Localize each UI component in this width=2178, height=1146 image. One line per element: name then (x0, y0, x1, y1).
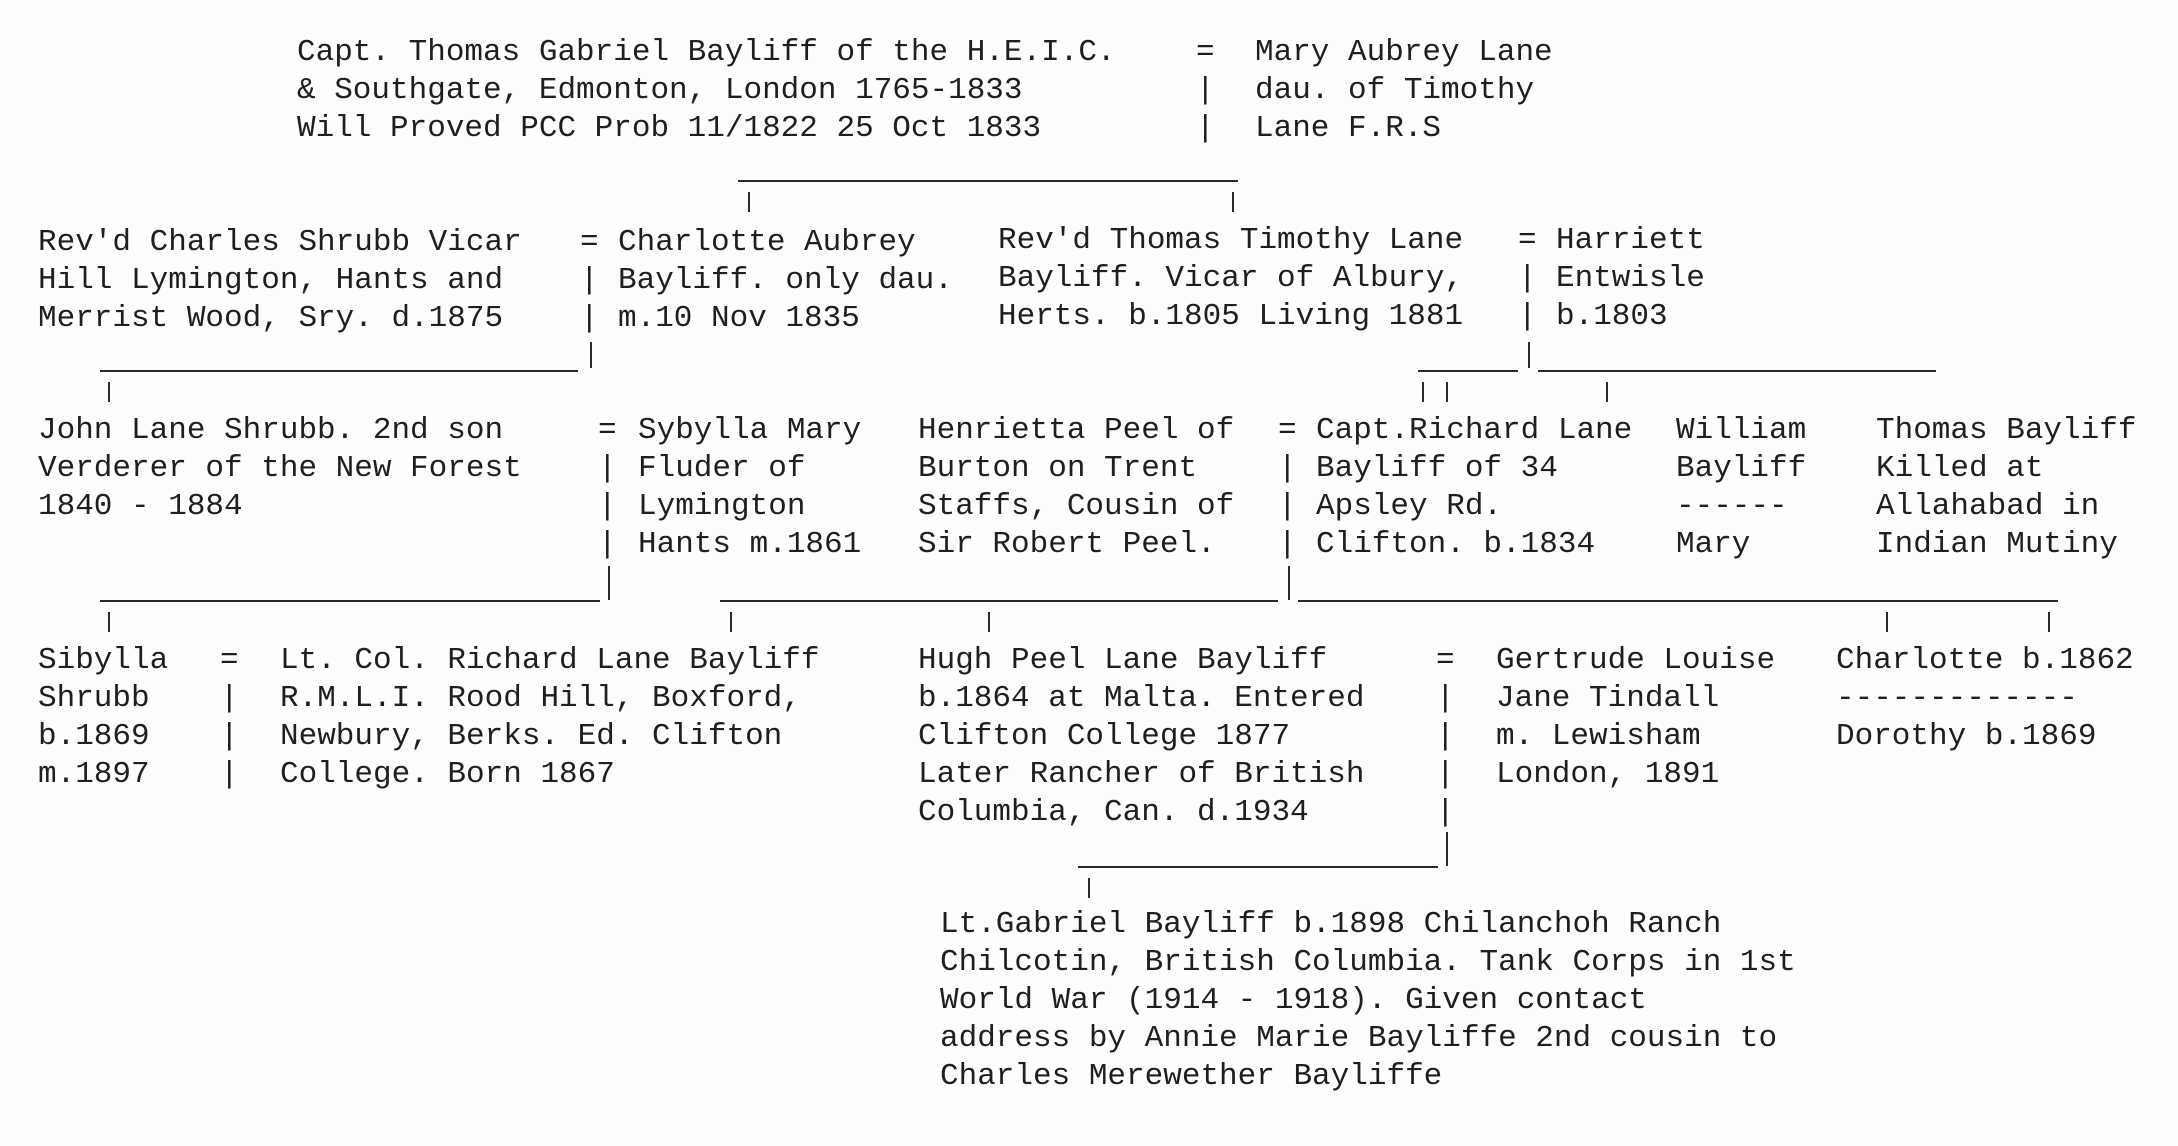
descent-line-thomas-timothy (1232, 192, 1234, 212)
person-william-bayliff: William Bayliff ------ Mary (1676, 413, 1807, 562)
descent-line-hugh-children (1078, 866, 1438, 868)
sibling-line-gen2 (738, 180, 1238, 182)
person-thomas-timothy-lane-bayliff: Rev'd Thomas Timothy Lane Bayliff. Vicar of Albury, Herts. b.1805 Living 1881 (998, 223, 1464, 334)
descent-line-richard-b (1446, 382, 1448, 402)
descent-line-charlotte (748, 192, 750, 212)
descent-line-hugh (988, 612, 990, 632)
descent-line-gabriel (1088, 878, 1090, 898)
descent-line-shrubb (100, 370, 578, 372)
descent-line-richard-children-right (1298, 600, 2058, 602)
descent-line-john-lane (108, 382, 110, 402)
descent-line-charlotte-1862 (1886, 612, 1888, 632)
marriage-symbol-charles: = | | (580, 225, 599, 336)
person-richard-lane-bayliff: Capt.Richard Lane Bayliff of 34 Apsley Rd. Clifton. b.1834 (1316, 413, 1633, 562)
marriage-symbol-thomas-timothy: = | | (1518, 223, 1537, 334)
descent-line-bayliff-right (1538, 370, 1936, 372)
descent-line-dorothy (2048, 612, 2050, 632)
person-sybylla-mary-fluder: Sybylla Mary Fluder of Lymington Hants m.1861 (638, 413, 862, 562)
marriage-drop-richard (1288, 566, 1290, 600)
person-sibylla-shrubb: Sibylla Shrubb b.1869 m.1897 (38, 643, 169, 792)
person-thomas-gabriel-bayliff: Capt. Thomas Gabriel Bayliff of the H.E.I.C. & Southgate, Edmonton, London 1765-1833 Will Proved PCC Prob 11/1822 25 Oct 1833 (297, 35, 1116, 146)
marriage-drop-charles (590, 342, 592, 368)
descent-line-richard-a (1422, 382, 1424, 402)
person-lt-col-richard-lane-bayliff: Lt. Col. Richard Lane Bayliff R.M.L.I. Rood Hill, Boxford, Newbury, Berks. Ed. Clifton College. Born 1867 (280, 643, 820, 792)
person-charles-shrubb: Rev'd Charles Shrubb Vicar Hill Lymington, Hants and Merrist Wood, Sry. d.1875 (38, 225, 522, 336)
marriage-symbol-richard: = | | | (1278, 413, 1297, 562)
person-lt-gabriel-bayliff: Lt.Gabriel Bayliff b.1898 Chilanchoh Ranch Chilcotin, British Columbia. Tank Corps in 1st World War (1914 - 1918). Given contact address by Annie Marie Bayliffe 2nd cousin to Charles Merewether Bayliffe (940, 907, 1796, 1094)
descent-line-john-lane-children (100, 600, 600, 602)
marriage-drop-thomas-timothy (1528, 342, 1530, 368)
marriage-symbol-sibylla: = | | | (220, 643, 239, 792)
marriage-drop-john-lane (608, 566, 610, 600)
person-charlotte-aubrey-bayliff: Charlotte Aubrey Bayliff. only dau. m.10 Nov 1835 (618, 225, 953, 336)
descent-line-william (1606, 382, 1608, 402)
descent-line-richard-lc (730, 612, 732, 632)
person-john-lane-shrubb: John Lane Shrubb. 2nd son Verderer of the New Forest 1840 - 1884 (38, 413, 522, 524)
person-gertrude-louise-tindall: Gertrude Louise Jane Tindall m. Lewisham London, 1891 (1496, 643, 1776, 792)
descent-line-richard-children-left (720, 600, 1278, 602)
marriage-drop-hugh (1446, 832, 1448, 866)
person-hugh-peel-lane-bayliff: Hugh Peel Lane Bayliff b.1864 at Malta. Entered Clifton College 1877 Later Rancher of British Columbia, Can. d.1934 (918, 643, 1365, 830)
person-henrietta-peel: Henrietta Peel of Burton on Trent Staffs, Cousin of Sir Robert Peel. (918, 413, 1235, 562)
person-harriett-entwisle: Harriett Entwisle b.1803 (1556, 223, 1705, 334)
person-mary-aubrey-lane: Mary Aubrey Lane dau. of Timothy Lane F.R.S (1255, 35, 1553, 146)
marriage-symbol-gen1: = | | (1196, 35, 1215, 146)
descent-line-sibylla (108, 612, 110, 632)
marriage-symbol-john-lane: = | | | (598, 413, 617, 562)
descent-line-bayliff-left (1418, 370, 1518, 372)
person-thomas-bayliff-mutiny: Thomas Bayliff Killed at Allahabad in Indian Mutiny (1876, 413, 2137, 562)
persons-charlotte-and-dorothy: Charlotte b.1862 ------------- Dorothy b.1869 (1836, 643, 2134, 754)
marriage-symbol-hugh: = | | | | (1436, 643, 1455, 830)
